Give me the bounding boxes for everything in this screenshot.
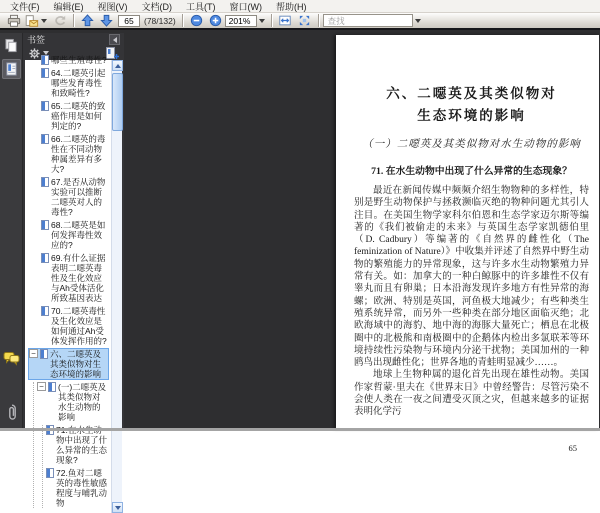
bookmark-children-group <box>42 425 108 508</box>
menu-view[interactable]: 视图(V) <box>97 1 128 12</box>
menu-window[interactable]: 窗口(W) <box>229 1 262 12</box>
bookmark-page-icon <box>41 220 49 230</box>
bookmark-label: 68.二噁英是如何发挥毒性效应的? <box>51 220 106 250</box>
document-pane[interactable] <box>124 33 600 453</box>
previous-view-icon <box>53 14 67 27</box>
menu-bar <box>0 0 600 13</box>
sidebar-title: 书签 <box>27 35 46 45</box>
page-number-label: 65 <box>568 442 577 453</box>
menu-document[interactable]: 文档(D) <box>141 1 172 12</box>
toolbar-separator <box>182 14 183 27</box>
body-paragraph: 最近在新闻传媒中频频介绍生物物种的多样性，特别是野生动物保护与拯救濒临灭绝的物种问题尤其引人注目。在美国生物学家科尔伯恩和生态学家迈尔斯等编著的《我们被偷走的未来》与英国生态学家凯德伯里（D. Cadbury）等编著的《自然界的雌性化（The feminization of Nature）》中收集并评述了自然界中野生动物的繁殖能力的异常现象，这与许多水生动物繁殖力异常有关。如：加拿大的一种白鲸豚中的许多雄性不仅有睾丸而且有卵巢；日本沿海发现许多地方有性异常的海螺；欧洲、特别是英国，河鱼极大地减少；有些种类生殖系统异常，而另外一些种类在部分地区面临灭绝；北欧海域中的海豹、地中海的海豚大量死亡；栖息在北极圈中的北极熊和南极圈中的企鹅体内检出多氯联苯等环境持续性污染物与环境内分泌干扰物；美国加州的一种鸥鸟出现雌性化；世界各地的青蛙明显减少……。 <box>354 186 589 369</box>
bookmark-page-icon <box>48 382 56 392</box>
bookmark-page-icon <box>41 101 49 111</box>
comments-panel-button[interactable] <box>2 348 21 368</box>
bookmark-item-selected[interactable] <box>29 349 108 379</box>
bookmarks-panel-button[interactable] <box>2 59 21 79</box>
comments-icon <box>3 351 20 366</box>
collapse-panel-button[interactable] <box>109 34 120 45</box>
zoom-out-button[interactable] <box>188 13 205 28</box>
bookmark-label: 64.二噁英引起哪些发育毒性和致畸性? <box>51 68 106 98</box>
menu-edit[interactable]: 编辑(E) <box>53 1 84 12</box>
fit-width-button[interactable] <box>277 13 294 28</box>
zoom-out-icon <box>190 14 203 27</box>
chapter-title-line1: 六、二噁英及其类似物对 <box>386 86 557 101</box>
status-bar-edge <box>0 428 600 431</box>
bookmark-page-icon <box>46 468 54 478</box>
scroll-down-arrow-icon <box>115 506 121 510</box>
attachments-panel-button[interactable] <box>2 402 21 422</box>
pdf-page <box>336 35 599 453</box>
collapse-minus-icon[interactable] <box>29 349 38 358</box>
bookmark-page-icon <box>41 306 49 316</box>
question-heading: 71. 在水生动物中出现了什么异常的生态现象？ <box>371 166 572 177</box>
scrollbar-thumb[interactable] <box>112 73 123 131</box>
find-dropdown-caret-icon[interactable] <box>415 19 421 23</box>
collapse-arrow-icon <box>113 37 117 43</box>
bookmark-item[interactable] <box>29 253 108 303</box>
section-subtitle: （一）二噁英及其类似物对水生动物的影响 <box>362 139 581 150</box>
toolbar-separator <box>318 14 319 27</box>
menu-tools[interactable]: 工具(T) <box>186 1 216 12</box>
bookmark-label: 物中出现了什么异常的生态现象? <box>56 435 108 465</box>
bookmark-label: 69.有什么证据表明二噁英毒性及生化效应与Ah受体活化所致基因表达 <box>51 253 106 303</box>
toolbar-separator <box>73 14 74 27</box>
menu-help[interactable]: 帮助(H) <box>276 1 307 12</box>
bookmark-page-icon <box>41 68 49 78</box>
bookmark-label: 65.二噁英的致癌作用是如何判定的? <box>51 101 106 131</box>
collapse-minus-icon[interactable] <box>37 382 46 391</box>
bookmarks-icon <box>4 61 19 77</box>
toolbar <box>0 13 600 30</box>
bookmark-label: 67.是否从动物实验可以推断二噁英对人的毒性? <box>51 177 106 217</box>
chapter-title-line2: 生态环境的影响 <box>417 108 526 123</box>
previous-page-button[interactable] <box>79 13 96 28</box>
fit-width-icon <box>278 14 292 27</box>
bookmark-label: 72.鱼对二噁英的毒性敏感程度与哺乳动物 <box>56 468 108 508</box>
scroll-up-button[interactable] <box>112 60 123 71</box>
up-arrow-icon <box>81 14 94 27</box>
zoom-dropdown-caret-icon[interactable] <box>259 19 265 23</box>
page-count-label: (78/132) <box>144 15 176 26</box>
bookmark-page-icon <box>41 134 49 144</box>
zoom-level-input[interactable] <box>225 15 257 27</box>
bookmark-item[interactable] <box>37 382 108 422</box>
bookmark-page-icon <box>41 55 49 65</box>
bookmark-page-icon <box>41 253 49 263</box>
next-page-button[interactable] <box>98 13 115 28</box>
fit-page-button[interactable] <box>296 13 313 28</box>
bookmark-item[interactable] <box>29 177 108 217</box>
bookmark-children-group <box>33 382 108 508</box>
content-area <box>0 33 600 508</box>
print-button[interactable] <box>5 13 22 28</box>
bookmark-label: (一)二噁英及其类似物对水生动物的影响 <box>58 382 107 422</box>
email-button[interactable] <box>24 13 49 28</box>
sidebar-header <box>23 33 124 46</box>
zoom-in-button[interactable] <box>207 13 224 28</box>
bookmarks-tree <box>25 55 122 513</box>
nav-rail <box>0 33 23 431</box>
pages-icon <box>4 38 19 54</box>
bookmark-label: 66.二噁英的毒性在不同动物种属差异有多大? <box>51 134 106 174</box>
bookmark-page-icon <box>40 349 48 359</box>
bookmark-label: 哪些生殖毒性? <box>51 55 107 65</box>
bookmark-item[interactable] <box>29 134 108 174</box>
bookmarks-sidebar <box>23 33 124 508</box>
paperclip-icon <box>6 403 18 421</box>
fit-page-icon <box>298 14 311 27</box>
email-dropdown-caret-icon[interactable] <box>41 19 47 23</box>
down-arrow-icon <box>100 14 113 27</box>
page-content <box>336 35 599 453</box>
page-number-input[interactable] <box>118 15 140 27</box>
pages-panel-button[interactable] <box>2 36 21 56</box>
bookmark-item[interactable] <box>29 68 108 98</box>
zoom-in-icon <box>209 14 222 27</box>
printer-icon <box>7 14 21 28</box>
scroll-down-button[interactable] <box>112 502 123 513</box>
bookmark-item[interactable] <box>29 101 108 131</box>
bookmark-label: 六、二噁英及其类似物对生态环境的影响 <box>50 349 102 379</box>
toolbar-separator <box>271 14 272 27</box>
menu-file[interactable]: 文件(F) <box>10 1 40 12</box>
find-input[interactable] <box>323 14 413 27</box>
bookmark-item[interactable] <box>46 425 108 465</box>
email-icon <box>24 14 39 28</box>
body-paragraph: 地球上生物种属的退化首先出现在雄性动物。美国作家哲蒙·里夫在《世界末日》中曾经警告：尽管污染不会使人类在一夜之间遭受灭顶之灾，但越来越多的证据表明化学污 <box>354 370 589 418</box>
bookmark-item[interactable] <box>29 220 108 250</box>
bookmark-item[interactable] <box>29 306 108 346</box>
bookmark-page-icon <box>41 177 49 187</box>
bookmark-label: 70.二噁英毒性及生化效应是如何通过Ah受体发挥作用的? <box>51 306 107 346</box>
previous-view-button <box>51 13 68 28</box>
bookmark-item[interactable] <box>29 55 108 65</box>
scroll-up-arrow-icon <box>115 64 121 68</box>
sidebar-scrollbar[interactable] <box>111 60 122 513</box>
bookmark-item[interactable] <box>46 468 108 508</box>
